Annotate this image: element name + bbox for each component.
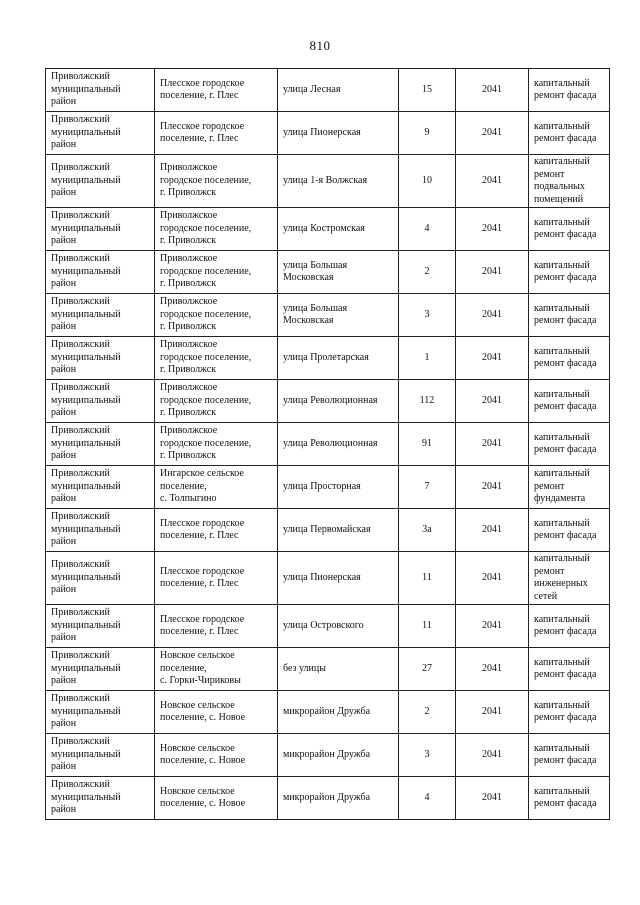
- street-cell: [278, 423, 399, 466]
- house-number-cell-text: 2: [424, 265, 430, 277]
- settlement-cell: [155, 294, 278, 337]
- work-type-cell-text: капитальный ремонт фасада: [534, 345, 597, 369]
- table-row: [46, 605, 610, 648]
- house-number-cell: [399, 605, 456, 648]
- work-type-cell: [529, 509, 610, 552]
- street-cell-text: улица Революционная: [283, 394, 378, 406]
- settlement-cell-text: Плесское городское поселение, г. Плес: [160, 77, 245, 101]
- settlement-cell-text: Новское сельское поселение, с. Новое: [160, 699, 246, 723]
- work-type-cell-text: капитальный ремонт фасада: [534, 699, 597, 723]
- district-cell: [46, 734, 155, 777]
- work-type-cell-text: капитальный ремонт фасада: [534, 613, 597, 637]
- settlement-cell: [155, 251, 278, 294]
- district-cell: [46, 251, 155, 294]
- work-type-cell: [529, 777, 610, 820]
- table-row: [46, 294, 610, 337]
- work-type-cell: [529, 155, 610, 208]
- table-row: [46, 509, 610, 552]
- house-number-cell-text: 3а: [422, 523, 432, 535]
- street-cell-text: улица Большая Московская: [283, 302, 348, 326]
- year-cell: [456, 605, 529, 648]
- district-cell-text: Приволжский муниципальный район: [51, 71, 121, 108]
- street-cell-text: улица Костромская: [283, 222, 365, 234]
- work-type-cell: [529, 466, 610, 509]
- settlement-cell-text: Плесское городское поселение, г. Плес: [160, 120, 245, 144]
- house-number-cell-text: 2: [424, 705, 430, 717]
- year-cell: [456, 112, 529, 155]
- table-row: [46, 734, 610, 777]
- district-cell-text: Приволжский муниципальный район: [51, 425, 121, 462]
- house-number-cell-text: 11: [422, 571, 432, 583]
- year-cell: [456, 337, 529, 380]
- house-number-cell-text: 11: [422, 619, 432, 631]
- settlement-cell: [155, 69, 278, 112]
- table-row: [46, 691, 610, 734]
- district-cell-text: Приволжский муниципальный район: [51, 114, 121, 151]
- table-row: [46, 380, 610, 423]
- repair-schedule-table: [45, 68, 610, 820]
- year-cell-text: 2041: [482, 791, 502, 803]
- street-cell-text: улица Пионерская: [283, 571, 361, 583]
- house-number-cell-text: 3: [424, 748, 430, 760]
- street-cell: [278, 69, 399, 112]
- street-cell: [278, 777, 399, 820]
- street-cell: [278, 648, 399, 691]
- work-type-cell: [529, 251, 610, 294]
- table-row: [46, 552, 610, 605]
- year-cell: [456, 69, 529, 112]
- work-type-cell: [529, 294, 610, 337]
- district-cell: [46, 605, 155, 648]
- settlement-cell-text: Новское сельское поселение, с. Новое: [160, 785, 246, 809]
- settlement-cell-text: Приволжское городское поселение, г. Приволжск: [160, 339, 252, 376]
- district-cell-text: Приволжский муниципальный район: [51, 382, 121, 419]
- year-cell: [456, 552, 529, 605]
- street-cell: [278, 380, 399, 423]
- work-type-cell-text: капитальный ремонт фундамента: [534, 468, 590, 505]
- house-number-cell-text: 27: [422, 662, 432, 674]
- year-cell-text: 2041: [482, 265, 502, 277]
- district-cell: [46, 648, 155, 691]
- house-number-cell-text: 4: [424, 791, 430, 803]
- house-number-cell: [399, 69, 456, 112]
- house-number-cell: [399, 208, 456, 251]
- street-cell: [278, 294, 399, 337]
- house-number-cell: [399, 423, 456, 466]
- street-cell: [278, 509, 399, 552]
- district-cell: [46, 691, 155, 734]
- work-type-cell-text: капитальный ремонт фасада: [534, 388, 597, 412]
- work-type-cell-text: капитальный ремонт подвальных помещений: [534, 156, 590, 205]
- street-cell-text: улица Лесная: [283, 83, 341, 95]
- year-cell-text: 2041: [482, 571, 502, 583]
- work-type-cell-text: капитальный ремонт фасада: [534, 742, 597, 766]
- street-cell-text: улица 1-я Волжская: [283, 174, 368, 186]
- house-number-cell: [399, 112, 456, 155]
- year-cell: [456, 509, 529, 552]
- district-cell-text: Приволжский муниципальный район: [51, 736, 121, 773]
- house-number-cell-text: 10: [422, 174, 432, 186]
- district-cell: [46, 112, 155, 155]
- district-cell: [46, 155, 155, 208]
- year-cell: [456, 466, 529, 509]
- house-number-cell: [399, 777, 456, 820]
- work-type-cell: [529, 337, 610, 380]
- house-number-cell-text: 3: [424, 308, 430, 320]
- table-row: [46, 112, 610, 155]
- settlement-cell: [155, 380, 278, 423]
- work-type-cell-text: капитальный ремонт фасада: [534, 120, 597, 144]
- street-cell: [278, 466, 399, 509]
- table-row: [46, 466, 610, 509]
- settlement-cell-text: Приволжское городское поселение, г. Приволжск: [160, 296, 252, 333]
- street-cell-text: улица Пионерская: [283, 126, 361, 138]
- work-type-cell-text: капитальный ремонт фасада: [534, 431, 597, 455]
- year-cell: [456, 777, 529, 820]
- year-cell-text: 2041: [482, 662, 502, 674]
- district-cell-text: Приволжский муниципальный район: [51, 511, 121, 548]
- district-cell: [46, 294, 155, 337]
- district-cell-text: Приволжский муниципальный район: [51, 210, 121, 247]
- work-type-cell: [529, 691, 610, 734]
- work-type-cell-text: капитальный ремонт фасада: [534, 302, 597, 326]
- district-cell-text: Приволжский муниципальный район: [51, 468, 121, 505]
- house-number-cell: [399, 509, 456, 552]
- year-cell-text: 2041: [482, 394, 502, 406]
- year-cell-text: 2041: [482, 437, 502, 449]
- street-cell-text: улица Пролетарская: [283, 351, 369, 363]
- settlement-cell: [155, 509, 278, 552]
- street-cell-text: улица Первомайская: [283, 523, 371, 535]
- work-type-cell-text: капитальный ремонт инженерных сетей: [534, 553, 590, 602]
- work-type-cell: [529, 734, 610, 777]
- settlement-cell-text: Приволжское городское поселение, г. Приволжск: [160, 253, 252, 290]
- settlement-cell-text: Новское сельское поселение, с. Новое: [160, 742, 246, 766]
- year-cell-text: 2041: [482, 619, 502, 631]
- year-cell: [456, 155, 529, 208]
- house-number-cell: [399, 294, 456, 337]
- year-cell-text: 2041: [482, 83, 502, 95]
- year-cell-text: 2041: [482, 174, 502, 186]
- settlement-cell: [155, 605, 278, 648]
- settlement-cell: [155, 423, 278, 466]
- street-cell: [278, 734, 399, 777]
- street-cell: [278, 251, 399, 294]
- table-row: [46, 251, 610, 294]
- year-cell-text: 2041: [482, 523, 502, 535]
- street-cell-text: улица Просторная: [283, 480, 361, 492]
- house-number-cell: [399, 380, 456, 423]
- settlement-cell-text: Новское сельское поселение, с. Горки-Чириковы: [160, 650, 241, 687]
- district-cell: [46, 380, 155, 423]
- district-cell: [46, 509, 155, 552]
- work-type-cell: [529, 648, 610, 691]
- work-type-cell: [529, 208, 610, 251]
- work-type-cell: [529, 69, 610, 112]
- district-cell: [46, 423, 155, 466]
- year-cell-text: 2041: [482, 480, 502, 492]
- work-type-cell-text: капитальный ремонт фасада: [534, 656, 597, 680]
- street-cell-text: улица Революционная: [283, 437, 378, 449]
- street-cell-text: микрорайон Дружба: [283, 791, 371, 803]
- house-number-cell: [399, 734, 456, 777]
- street-cell-text: улица Большая Московская: [283, 259, 348, 283]
- year-cell: [456, 251, 529, 294]
- street-cell: [278, 155, 399, 208]
- work-type-cell-text: капитальный ремонт фасада: [534, 785, 597, 809]
- year-cell-text: 2041: [482, 748, 502, 760]
- district-cell: [46, 777, 155, 820]
- settlement-cell: [155, 777, 278, 820]
- settlement-cell: [155, 648, 278, 691]
- district-cell-text: Приволжский муниципальный район: [51, 779, 121, 816]
- work-type-cell: [529, 605, 610, 648]
- street-cell: [278, 605, 399, 648]
- year-cell-text: 2041: [482, 705, 502, 717]
- settlement-cell: [155, 466, 278, 509]
- settlement-cell: [155, 691, 278, 734]
- table-row: [46, 155, 610, 208]
- street-cell: [278, 691, 399, 734]
- district-cell: [46, 552, 155, 605]
- table-row: [46, 777, 610, 820]
- district-cell-text: Приволжский муниципальный район: [51, 339, 121, 376]
- settlement-cell-text: Приволжское городское поселение, г. Приволжск: [160, 210, 252, 247]
- year-cell: [456, 691, 529, 734]
- house-number-cell-text: 91: [422, 437, 432, 449]
- district-cell-text: Приволжский муниципальный район: [51, 296, 121, 333]
- district-cell-text: Приволжский муниципальный район: [51, 693, 121, 730]
- house-number-cell: [399, 552, 456, 605]
- work-type-cell-text: капитальный ремонт фасада: [534, 517, 597, 541]
- work-type-cell-text: капитальный ремонт фасада: [534, 216, 597, 240]
- settlement-cell-text: Плесское городское поселение, г. Плес: [160, 517, 245, 541]
- table-row: [46, 423, 610, 466]
- settlement-cell-text: Плесское городское поселение, г. Плес: [160, 613, 245, 637]
- table-body: [46, 69, 610, 820]
- page-number: 810: [309, 38, 331, 53]
- work-type-cell-text: капитальный ремонт фасада: [534, 77, 597, 101]
- street-cell-text: микрорайон Дружба: [283, 705, 371, 717]
- house-number-cell-text: 7: [424, 480, 430, 492]
- work-type-cell-text: капитальный ремонт фасада: [534, 259, 597, 283]
- house-number-cell: [399, 155, 456, 208]
- street-cell: [278, 552, 399, 605]
- district-cell-text: Приволжский муниципальный район: [51, 607, 121, 644]
- settlement-cell-text: Приволжское городское поселение, г. Приволжск: [160, 162, 252, 199]
- street-cell-text: без улицы: [283, 662, 326, 674]
- street-cell: [278, 208, 399, 251]
- year-cell: [456, 208, 529, 251]
- district-cell: [46, 337, 155, 380]
- district-cell: [46, 466, 155, 509]
- year-cell: [456, 734, 529, 777]
- work-type-cell: [529, 423, 610, 466]
- year-cell: [456, 423, 529, 466]
- settlement-cell: [155, 112, 278, 155]
- house-number-cell-text: 15: [422, 83, 432, 95]
- district-cell-text: Приволжский муниципальный район: [51, 650, 121, 687]
- house-number-cell: [399, 648, 456, 691]
- settlement-cell-text: Приволжское городское поселение, г. Приволжск: [160, 382, 252, 419]
- district-cell-text: Приволжский муниципальный район: [51, 253, 121, 290]
- year-cell-text: 2041: [482, 308, 502, 320]
- settlement-cell: [155, 155, 278, 208]
- table-row: [46, 69, 610, 112]
- house-number-cell: [399, 251, 456, 294]
- street-cell: [278, 112, 399, 155]
- settlement-cell-text: Приволжское городское поселение, г. Приволжск: [160, 425, 252, 462]
- district-cell-text: Приволжский муниципальный район: [51, 162, 121, 199]
- district-cell: [46, 69, 155, 112]
- work-type-cell: [529, 552, 610, 605]
- work-type-cell: [529, 112, 610, 155]
- settlement-cell-text: Ингарское сельское поселение, с. Толпыгино: [160, 468, 244, 505]
- house-number-cell-text: 112: [419, 394, 435, 406]
- work-type-cell: [529, 380, 610, 423]
- house-number-cell: [399, 466, 456, 509]
- street-cell: [278, 337, 399, 380]
- street-cell-text: улица Островского: [283, 619, 364, 631]
- house-number-cell: [399, 691, 456, 734]
- year-cell-text: 2041: [482, 222, 502, 234]
- settlement-cell: [155, 734, 278, 777]
- table-row: [46, 648, 610, 691]
- year-cell-text: 2041: [482, 126, 502, 138]
- district-cell: [46, 208, 155, 251]
- settlement-cell: [155, 552, 278, 605]
- year-cell-text: 2041: [482, 351, 502, 363]
- house-number-cell-text: 9: [424, 126, 430, 138]
- table-row: [46, 337, 610, 380]
- year-cell: [456, 380, 529, 423]
- house-number-cell-text: 1: [424, 351, 430, 363]
- district-cell-text: Приволжский муниципальный район: [51, 559, 121, 596]
- house-number-cell-text: 4: [424, 222, 430, 234]
- year-cell: [456, 294, 529, 337]
- year-cell: [456, 648, 529, 691]
- table-row: [46, 208, 610, 251]
- settlement-cell: [155, 208, 278, 251]
- settlement-cell-text: Плесское городское поселение, г. Плес: [160, 565, 245, 589]
- house-number-cell: [399, 337, 456, 380]
- street-cell-text: микрорайон Дружба: [283, 748, 371, 760]
- settlement-cell: [155, 337, 278, 380]
